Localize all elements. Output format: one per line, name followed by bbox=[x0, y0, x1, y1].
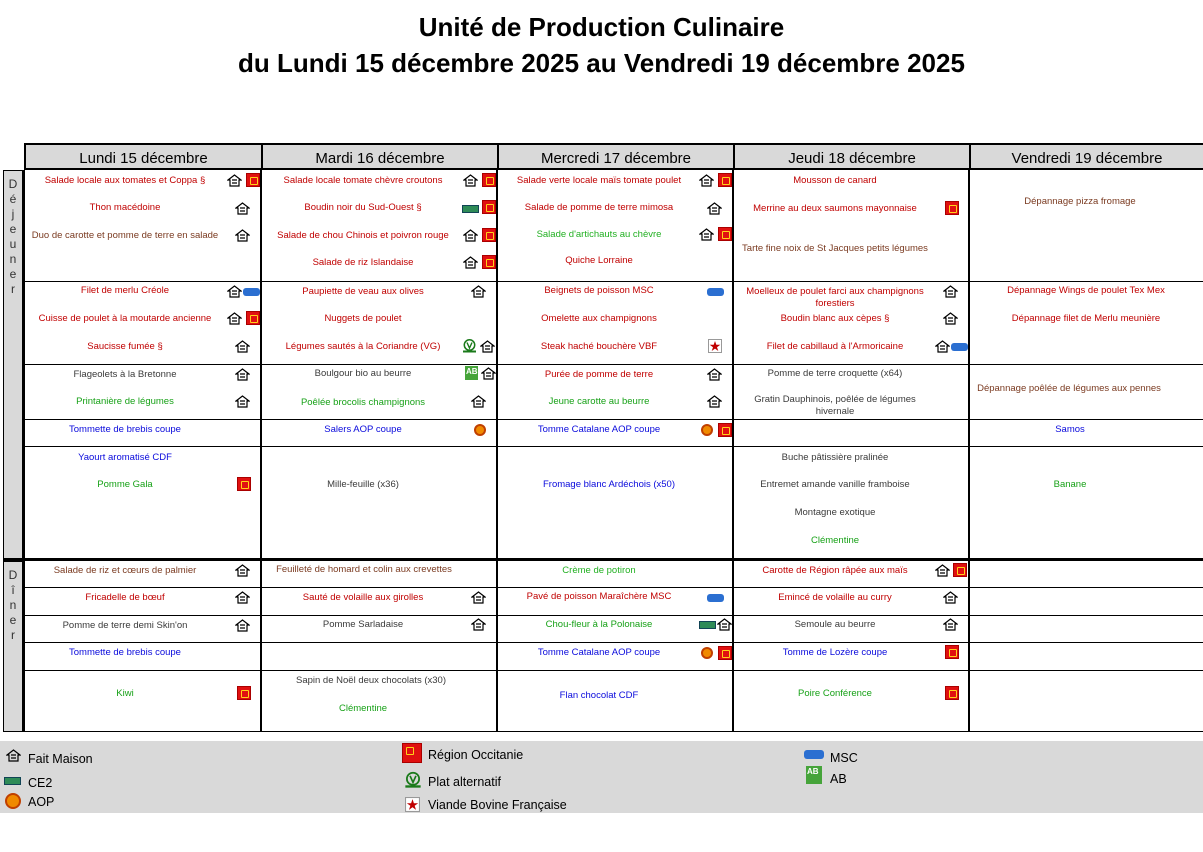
menu-item: Buche pâtissière pralinée bbox=[781, 452, 889, 463]
menu-item: Tommette de brebis coupe bbox=[69, 424, 181, 435]
occitanie-icon bbox=[482, 228, 496, 242]
fait-maison-icon bbox=[235, 368, 250, 381]
aop-icon bbox=[701, 647, 713, 659]
menu-item: Banane bbox=[1053, 479, 1087, 490]
grid-line bbox=[732, 170, 734, 732]
menu-item: Mousson de canard bbox=[793, 175, 877, 186]
menu-item: Salade de riz Islandaise bbox=[312, 257, 414, 268]
occitanie-icon bbox=[718, 423, 732, 437]
fait-maison-icon bbox=[6, 749, 21, 762]
menu-item: Paupiette de veau aux olives bbox=[302, 286, 424, 297]
occitanie-icon bbox=[718, 227, 732, 241]
grid-line bbox=[24, 364, 1203, 365]
menu-item: Steak haché bouchère VBF bbox=[540, 341, 658, 352]
occitanie-icon bbox=[237, 686, 251, 700]
menu-item: Clémentine bbox=[338, 703, 388, 714]
vbf-icon bbox=[708, 339, 722, 353]
occitanie-icon bbox=[945, 645, 959, 659]
fait-maison-icon bbox=[463, 174, 478, 187]
occitanie-icon bbox=[945, 686, 959, 700]
meal-label-dejeuner bbox=[3, 170, 23, 559]
menu-item: Salade de pomme de terre mimosa bbox=[524, 202, 674, 213]
fait-maison-icon bbox=[235, 202, 250, 215]
legend-ce2: CE2 bbox=[28, 776, 53, 790]
menu-item: Tomme Catalane AOP coupe bbox=[537, 424, 661, 435]
fait-maison-icon bbox=[227, 174, 242, 187]
day-header-lundi: Lundi 15 décembre bbox=[24, 143, 261, 170]
menu-item: Mille-feuille (x36) bbox=[327, 479, 399, 490]
ce2-icon bbox=[4, 777, 21, 785]
menu-item: Pomme Gala bbox=[97, 479, 153, 490]
menu-item: Tommette de brebis coupe bbox=[69, 647, 181, 658]
grid-line bbox=[3, 558, 1203, 561]
menu-item: Tomme Catalane AOP coupe bbox=[537, 647, 661, 658]
fait-maison-icon bbox=[471, 618, 486, 631]
ce2-icon bbox=[699, 621, 716, 629]
menu-item: Boudin noir du Sud-Ouest § bbox=[304, 202, 422, 213]
menu-item: Salade d'artichauts au chèvre bbox=[536, 229, 662, 240]
msc-icon bbox=[707, 594, 724, 602]
meal-label-diner-text: D î n e r bbox=[8, 568, 18, 642]
menu-item: Carotte de Région râpée aux maïs bbox=[762, 565, 908, 576]
occitanie-icon bbox=[246, 173, 260, 187]
menu-item: Sapin de Noël deux chocolats (x30) bbox=[296, 675, 446, 686]
grid-line bbox=[3, 731, 1203, 732]
fait-maison-icon bbox=[235, 619, 250, 632]
menu-item: Boulgour bio au beurre bbox=[314, 368, 412, 379]
menu-item: Entremet amande vanille framboise bbox=[760, 479, 910, 490]
menu-item: Clémentine bbox=[810, 535, 860, 546]
occitanie-icon bbox=[945, 201, 959, 215]
menu-item: Gratin Dauphinois, poêlée de légumes hivernale bbox=[754, 394, 916, 417]
fait-maison-icon bbox=[471, 395, 486, 408]
fait-maison-icon bbox=[943, 285, 958, 298]
menu-item: Cuisse de poulet à la moutarde ancienne bbox=[38, 313, 212, 324]
fait-maison-icon bbox=[235, 395, 250, 408]
fait-maison-icon bbox=[235, 564, 250, 577]
fait-maison-icon bbox=[935, 564, 950, 577]
fait-maison-icon bbox=[935, 340, 950, 353]
fait-maison-icon bbox=[480, 340, 495, 353]
aop-icon bbox=[5, 793, 21, 809]
plat-alternatif-icon bbox=[403, 771, 423, 789]
menu-item: Crème de potiron bbox=[562, 565, 636, 576]
fait-maison-icon bbox=[227, 312, 242, 325]
occitanie-icon bbox=[482, 200, 496, 214]
menu-item: Dépannage pizza fromage bbox=[1024, 196, 1136, 207]
grid-line bbox=[24, 446, 1203, 447]
vbf-icon bbox=[404, 797, 421, 812]
fait-maison-icon bbox=[707, 202, 722, 215]
occitanie-icon bbox=[246, 311, 260, 325]
menu-item: Pomme Sarladaise bbox=[322, 619, 404, 630]
grid-line bbox=[24, 281, 1203, 282]
menu-item: Salade verte locale maïs tomate poulet bbox=[516, 175, 682, 186]
menu-item: Poêlée brocolis champignons bbox=[300, 397, 426, 408]
legend-msc: MSC bbox=[830, 751, 858, 765]
fait-maison-icon bbox=[699, 228, 714, 241]
menu-item: Salade de riz et cœurs de palmier bbox=[53, 565, 197, 576]
menu-item: Samos bbox=[1055, 424, 1085, 435]
menu-item: Salade locale tomate chèvre croutons bbox=[283, 175, 443, 186]
day-header-mardi: Mardi 16 décembre bbox=[261, 143, 497, 170]
menu-item: Salade locale aux tomates et Coppa § bbox=[44, 175, 206, 186]
menu-item: Beignets de poisson MSC bbox=[544, 285, 654, 296]
menu-item: Tarte fine noix de St Jacques petits légumes bbox=[742, 243, 928, 254]
fait-maison-icon bbox=[699, 174, 714, 187]
grid-line bbox=[260, 170, 262, 732]
grid-line bbox=[23, 170, 25, 732]
day-header-jeudi: Jeudi 18 décembre bbox=[733, 143, 969, 170]
menu-item: Pomme de terre demi Skin'on bbox=[62, 620, 188, 631]
menu-item: Saucisse fumée § bbox=[87, 341, 163, 352]
grid-line bbox=[24, 587, 1203, 588]
menu-item: Tomme de Lozère coupe bbox=[782, 647, 888, 658]
menu-item: Dépannage Wings de poulet Tex Mex bbox=[1007, 285, 1165, 296]
ce2-icon bbox=[462, 205, 479, 213]
legend-vbf: Viande Bovine Française bbox=[428, 798, 567, 812]
grid-line bbox=[24, 419, 1203, 420]
fait-maison-icon bbox=[943, 312, 958, 325]
msc-icon bbox=[707, 288, 724, 296]
ab-icon bbox=[806, 766, 822, 784]
menu-item: Filet de cabillaud à l'Armoricaine bbox=[766, 341, 904, 352]
menu-item: Pomme de terre croquette (x64) bbox=[767, 368, 903, 379]
grid-line bbox=[968, 170, 970, 732]
legend-plat-alternatif: Plat alternatif bbox=[428, 775, 501, 789]
fait-maison-icon bbox=[717, 618, 732, 631]
occitanie-icon bbox=[953, 563, 967, 577]
aop-icon bbox=[474, 424, 486, 436]
meal-label-diner bbox=[3, 561, 23, 732]
meal-label-dejeuner-text: D é j e u n e r bbox=[8, 177, 18, 296]
occitanie-icon bbox=[482, 173, 496, 187]
menu-item: Omelette aux champignons bbox=[541, 313, 657, 324]
menu-item: Légumes sautés à la Coriandre (VG) bbox=[285, 341, 441, 352]
menu-item: Emincé de volaille au curry bbox=[778, 592, 892, 603]
page-subtitle: du Lundi 15 décembre 2025 au Vendredi 19 décembre 2025 bbox=[238, 48, 965, 78]
menu-item: Feuilleté de homard et colin aux crevettes bbox=[276, 564, 452, 575]
grid-line bbox=[24, 670, 1203, 671]
fait-maison-icon bbox=[235, 591, 250, 604]
menu-item: Flan chocolat CDF bbox=[559, 690, 639, 701]
menu-item: Dépannage poêlée de légumes aux pennes bbox=[977, 383, 1161, 394]
menu-item: Chou-fleur à la Polonaise bbox=[545, 619, 653, 630]
legend-occitanie: Région Occitanie bbox=[428, 748, 524, 762]
ab-icon bbox=[465, 366, 478, 380]
menu-item: Poire Conférence bbox=[798, 688, 872, 699]
menu-item: Moelleux de poulet farci aux champignons forestiers bbox=[746, 286, 924, 309]
grid-line bbox=[24, 642, 1203, 643]
menu-item: Salers AOP coupe bbox=[324, 424, 402, 435]
legend-ab: AB bbox=[830, 772, 847, 786]
menu-item: Dépannage filet de Merlu meunière bbox=[1011, 313, 1161, 324]
menu-item: Duo de carotte et pomme de terre en salade bbox=[31, 230, 219, 241]
fait-maison-icon bbox=[943, 618, 958, 631]
menu-item: Kiwi bbox=[116, 688, 134, 699]
aop-icon bbox=[701, 424, 713, 436]
menu-item: Jeune carotte au beurre bbox=[548, 396, 650, 407]
fait-maison-icon bbox=[707, 368, 722, 381]
plat-alternatif-icon bbox=[461, 339, 478, 353]
fait-maison-icon bbox=[707, 395, 722, 408]
grid-line bbox=[24, 615, 1203, 616]
occitanie-icon bbox=[402, 743, 422, 763]
menu-item: Boudin blanc aux cèpes § bbox=[780, 313, 890, 324]
fait-maison-icon bbox=[227, 285, 242, 298]
occitanie-icon bbox=[718, 646, 732, 660]
fait-maison-icon bbox=[481, 367, 496, 380]
menu-item: Quiche Lorraine bbox=[565, 255, 633, 266]
menu-item: Montagne exotique bbox=[794, 507, 876, 518]
occitanie-icon bbox=[718, 173, 732, 187]
fait-maison-icon bbox=[235, 229, 250, 242]
menu-item: Fromage blanc Ardéchois (x50) bbox=[542, 479, 675, 490]
fait-maison-icon bbox=[471, 591, 486, 604]
legend-aop: AOP bbox=[28, 795, 55, 809]
day-header-mercredi: Mercredi 17 décembre bbox=[497, 143, 733, 170]
menu-item: Thon macédoine bbox=[89, 202, 161, 213]
fait-maison-icon bbox=[943, 591, 958, 604]
fait-maison-icon bbox=[463, 229, 478, 242]
menu-item: Purée de pomme de terre bbox=[544, 369, 654, 380]
legend-fait-maison: Fait Maison bbox=[28, 752, 93, 766]
occitanie-icon bbox=[482, 255, 496, 269]
fait-maison-icon bbox=[471, 285, 486, 298]
menu-item: Salade de chou Chinois et poivron rouge bbox=[277, 230, 449, 241]
msc-icon bbox=[243, 288, 260, 296]
grid-line bbox=[496, 170, 498, 732]
fait-maison-icon bbox=[463, 256, 478, 269]
msc-icon bbox=[804, 750, 824, 759]
menu-item: Fricadelle de bœuf bbox=[85, 592, 165, 603]
legend bbox=[0, 741, 1203, 813]
menu-item: Filet de merlu Créole bbox=[80, 285, 170, 296]
page-title: Unité de Production Culinaire bbox=[418, 12, 785, 42]
menu-item: Semoule au beurre bbox=[794, 619, 876, 630]
fait-maison-icon bbox=[235, 340, 250, 353]
menu-item: Pavé de poisson Maraîchère MSC bbox=[526, 591, 672, 602]
menu-item: Merrine au deux saumons mayonnaise bbox=[753, 203, 917, 214]
day-header-vendredi: Vendredi 19 décembre bbox=[969, 143, 1203, 170]
menu-item: Flageolets à la Bretonne bbox=[73, 369, 177, 380]
menu-item: Yaourt aromatisé CDF bbox=[78, 452, 172, 463]
msc-icon bbox=[951, 343, 968, 351]
menu-item: Nuggets de poulet bbox=[324, 313, 402, 324]
menu-item: Printanière de légumes bbox=[76, 396, 174, 407]
occitanie-icon bbox=[237, 477, 251, 491]
menu-item: Sauté de volaille aux girolles bbox=[302, 592, 424, 603]
